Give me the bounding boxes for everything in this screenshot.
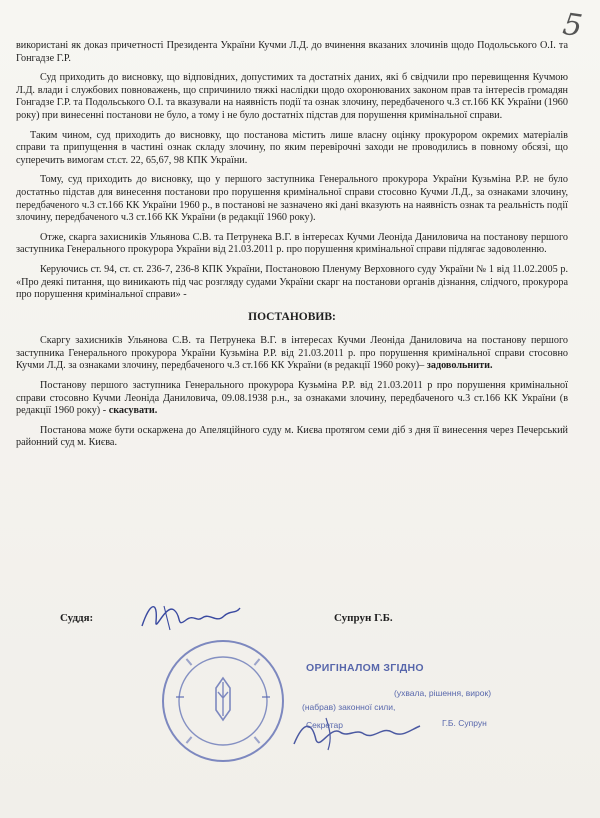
resolution-paragraph-satisfy bbox=[16, 335, 568, 373]
paragraph-prosecutor-assessment: Таким чином, суд приходить до висновку, що постанова містить лише власну оцінку прокурором окремих матеріалів справи та припущення в частині ознак складу злочину, по яким перевірочні заходи не проводились в повному обсязі, що суперечить вимогам ст.ст. 22, 65,67, 98 КПК України. bbox=[16, 129, 568, 166]
paragraph-legal-basis: Керуючись ст. 94, ст. ст. 236-7, 236-8 КПК України, Постановою Пленуму Верховного суду України № 1 від 11.02.2005 р. «Про деякі питання, що виникають під час розгляду судами України скарг на постанови органів дізнання, слідчого, прокурора про порушення кримінальної справи» - bbox=[16, 263, 568, 301]
resolution-satisfy-text: Скаргу захисників Ульянова С.В. та Петрунека В.Г. в інтересах Кучми Леоніда Даниловича на постанову першого заступника Генерального прокурора України Кузьміна Р.Р. від 21.03.2011 р. про порушення кримінальної справи стосовно Кучми Л.Д. за ознаками злочину, передбаченого ч.3 ст.166 КК України (в редакції 1960 року)– bbox=[16, 335, 568, 372]
certification-stamp bbox=[266, 650, 566, 760]
judge-name: Супрун Г.Б. bbox=[334, 612, 393, 624]
resolution-cancel-verdict: скасувати. bbox=[108, 405, 158, 417]
certification-force: (набрав) законної сили, bbox=[302, 702, 396, 712]
paragraph-evidence-continuation: використані як доказ причетності Президента України Кучми Л.Д. до вчинення вказаних злочинів щодо Подольського О.І. та Гонгадзе Г.Р. bbox=[16, 40, 568, 64]
judge-label: Суддя: bbox=[60, 612, 94, 624]
resolution-cancel-text: Постанову першого заступника Генерального прокурора Кузьміна Р.Р. від 21.03.2011 р про порушення кримінальної справи стосовно Кучми Леоніда Даниловича, 09.08.1938 р.н., за ознаками злочину, передбаченого ч.3 ст.166 КК України (в редакції 1960 року) - bbox=[16, 380, 568, 417]
certification-secretary: Секретар bbox=[306, 720, 344, 730]
secretary-signature bbox=[286, 710, 426, 754]
resolution-heading: ПОСТАНОВИВ: bbox=[248, 310, 336, 323]
certification-verdict-type: (ухвала, рішення, вирок) bbox=[394, 688, 492, 698]
resolution-paragraph-appeal: Постанова може бути оскаржена до Апеляційного суду м. Києва протягом семи діб з дня її винесення через Печерський районний суд м. Києва. bbox=[16, 424, 568, 449]
resolution-satisfy-verdict: задовольнити. bbox=[426, 360, 493, 372]
paragraph-insufficient-data: Суд приходить до висновку, що відповідних, допустимих та достатніх даних, які б свідчили про перевищення Кучмою Л.Д. влади і службових повноважень, що спричинило тяжкі наслідки щодо охоронюваних законом прав та інтересів громадян Гонгадзе Г.Р. та Подольського О.І. та вказували на наявність події та ознак злочину, передбаченого ч.3 ст.166 КК України (1960 року) при винесенні постанови не було, а тому і не було достатніх підстав для порушення кримінальної справи. bbox=[16, 72, 568, 121]
page-number: 5 bbox=[560, 6, 585, 45]
certification-judge: Г.Б. Супрун bbox=[442, 718, 487, 728]
paragraph-complaint-granted: Отже, скарга захисників Ульянова С.В. та Петрунека В.Г. в інтересах Кучми Леоніда Даниловича на постанову першого заступника Генерального прокурора України від 21.03.2011 р. про порушення кримінальної справи підлягає задоволенню. bbox=[16, 231, 568, 256]
handwritten-signature bbox=[136, 596, 246, 638]
resolution-paragraph-cancel bbox=[16, 380, 568, 418]
document-body bbox=[16, 40, 568, 457]
certification-title: ОРИГІНАЛОМ ЗГІДНО bbox=[306, 662, 424, 674]
paragraph-court-conclusion: Тому, суд приходить до висновку, що у першого заступника Генерального прокурора України Кузьміна Р.Р. не було достатньо підстав для винесення постанови про порушення кримінальної справи стосовно Кучми Л.Д., за ознаками злочину, передбаченого ч.3 ст.166 КК України 1960 р., в постанові не зазначено які дані вказують на наявність ознак та реальність події злочину, передбаченого ч.3 ст.166 КК України (в редакції 1960 року). bbox=[16, 174, 568, 224]
